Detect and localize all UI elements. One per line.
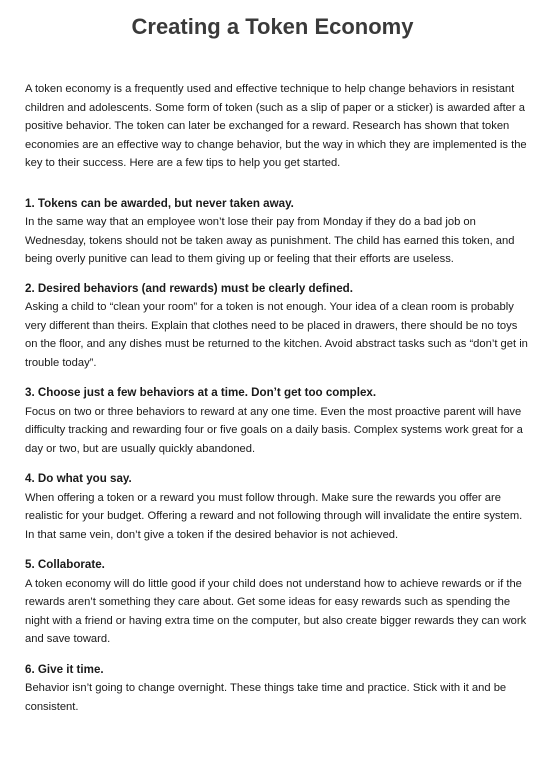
tip-body: In the same way that an employee won’t lose their pay from Monday if they do a bad job on Wednesday, tokens should not be taken away as punishment. The child has earned this token, and being overly punitive can lead to them giving up or feeling that their efforts are useless.	[25, 216, 515, 265]
tip-body: Behavior isn’t going to change overnight. These things take time and practice. Stick with it and be consistent.	[25, 682, 507, 713]
tip-heading: 6. Give it time.	[25, 662, 104, 676]
tip-body: Asking a child to “clean your room” for a token is not enough. Your idea of a clean room is probably very different than theirs. Explain that clothes need to be placed in drawers, there should be no toys on the floor, and any dishes must be returned to the kitchen. Avoid abstract tasks such as “don’t get in trouble today”.	[25, 301, 528, 369]
document-page	[25, 0, 530, 716]
tip-section-3	[25, 384, 530, 458]
tip-body: When offering a token or a reward you must follow through. Make sure the rewards you offer are realistic for your budget. Offering a reward and not following through will invalidate the entire system. In that same vein, don’t give a token if the desired behavior is not achieved.	[25, 491, 523, 541]
tip-section-2	[25, 280, 530, 373]
tip-heading: 2. Desired behaviors (and rewards) must be clearly defined.	[25, 281, 353, 295]
tip-heading: 5. Collaborate.	[25, 558, 105, 571]
tip-section-4	[25, 470, 530, 544]
tip-heading: 3. Choose just a few behaviors at a time. Don’t get too complex.	[25, 386, 377, 399]
tip-section-5	[25, 556, 530, 649]
page-title: Creating a Token Economy	[131, 14, 414, 39]
intro-paragraph: A token economy is a frequently used and effective technique to help change behaviors in resistant children and adolescents. Some form of token (such as a slip of paper or a sticker) is awarded after a positive behavior. The token can later be exchanged for a reward. Research has shown that token economies are an effective way to change behavior, but the way in which they are implemented is the key to their success. Here are a few tips to help you get started.	[25, 83, 527, 169]
tip-body: Focus on two or three behaviors to reward at any one time. Even the most proactive parent will have difficulty tracking and rewarding four or five goals on a daily basis. Complex systems work great for a day or two, but are usually quickly abandoned.	[25, 405, 523, 455]
tip-heading: 1. Tokens can be awarded, but never taken away.	[25, 196, 294, 210]
tip-section-6	[25, 661, 530, 717]
tip-section-1	[25, 195, 530, 269]
tip-body: A token economy will do little good if your child does not understand how to achieve rewards or if the rewards aren’t something they care about. Get some ideas for easy rewards such as spending the night with a friend or having extra time on the computer, but also create bigger rewards they can work and save toward.	[25, 577, 527, 645]
tip-heading: 4. Do what you say.	[25, 472, 132, 485]
